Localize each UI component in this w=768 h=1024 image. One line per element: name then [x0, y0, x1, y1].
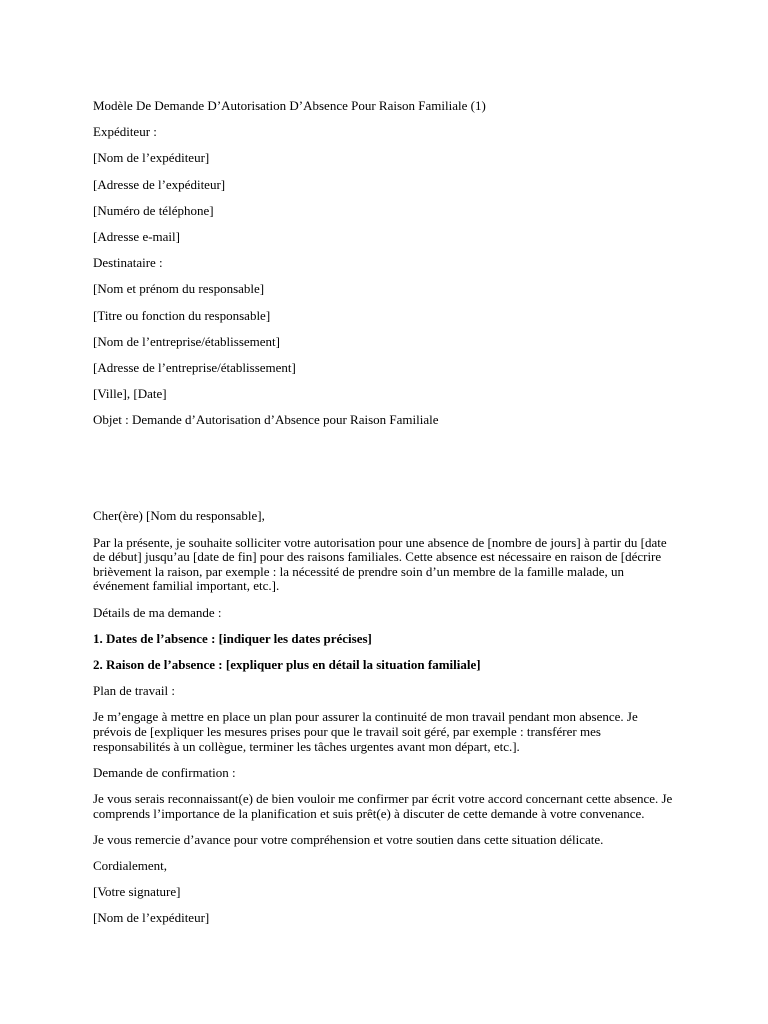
sender-address-field: [Adresse de l’expéditeur]: [93, 176, 226, 192]
sender-email-field: [Adresse e-mail]: [93, 228, 180, 244]
detail-dates: 1. Dates de l’absence : [indiquer les dates précises]: [93, 630, 372, 646]
confirmation-label: Demande de confirmation :: [93, 764, 236, 780]
intro-paragraph: Par la présente, je souhaite solliciter votre autorisation pour une absence de [nombre de jours] à partir du [date de début] jusqu’au [date de fin] pour des raisons familiales. Cette absence est nécessaire en raison de [décrire brièvement la raison, par exemple : la nécessité de prendre soin d’un membre de la famille malade, un événement familial important, etc.].: [93, 534, 667, 594]
detail-reason: 2. Raison de l’absence : [expliquer plus en détail la situation familiale]: [93, 656, 481, 672]
sender-phone-field: [Numéro de téléphone]: [93, 202, 214, 218]
sender-name-field: [Nom de l’expéditeur]: [93, 150, 210, 166]
blank-space: [93, 439, 673, 509]
details-label: Détails de ma demande :: [93, 604, 222, 620]
document-title: Modèle De Demande D’Autorisation D’Absence Pour Raison Familiale (1): [93, 98, 486, 113]
work-plan-paragraph: Je m’engage à mettre en place un plan pour assurer la continuité de mon travail pendant mon absence. Je prévois de [expliquer les mesures prises pour que le travail soit géré, par exemple : transférer mes responsabilités à un collègue, terminer les tâches urgentes avant mon départ, etc.].: [93, 709, 638, 754]
subject-line: Objet : Demande d’Autorisation d’Absence pour Raison Familiale: [93, 412, 439, 428]
document-body: [93, 99, 673, 937]
sender-label: Expéditeur :: [93, 124, 157, 140]
confirmation-paragraph: Je vous serais reconnaissant(e) de bien vouloir me confirmer par écrit votre accord concernant cette absence. Je comprends l’importance de la planification et suis prêt(e) à discuter de cette demande à votre convenance.: [93, 790, 673, 821]
signature-field: [Votre signature]: [93, 884, 181, 900]
work-plan-label: Plan de travail :: [93, 683, 175, 699]
recipient-label: Destinataire :: [93, 255, 163, 271]
recipient-name-field: [Nom et prénom du responsable]: [93, 281, 265, 297]
sender-name-signoff: [Nom de l’expéditeur]: [93, 910, 210, 926]
closing: Cordialement,: [93, 857, 168, 873]
recipient-address-field: [Adresse de l’entreprise/établissement]: [93, 359, 296, 375]
recipient-company-field: [Nom de l’entreprise/établissement]: [93, 333, 280, 349]
salutation: Cher(ère) [Nom du responsable],: [93, 508, 265, 524]
recipient-title-field: [Titre ou fonction du responsable]: [93, 307, 271, 323]
city-date-field: [Ville], [Date]: [93, 386, 167, 402]
thanks-paragraph: Je vous remercie d’avance pour votre compréhension et votre soutien dans cette situation délicate.: [93, 831, 604, 847]
